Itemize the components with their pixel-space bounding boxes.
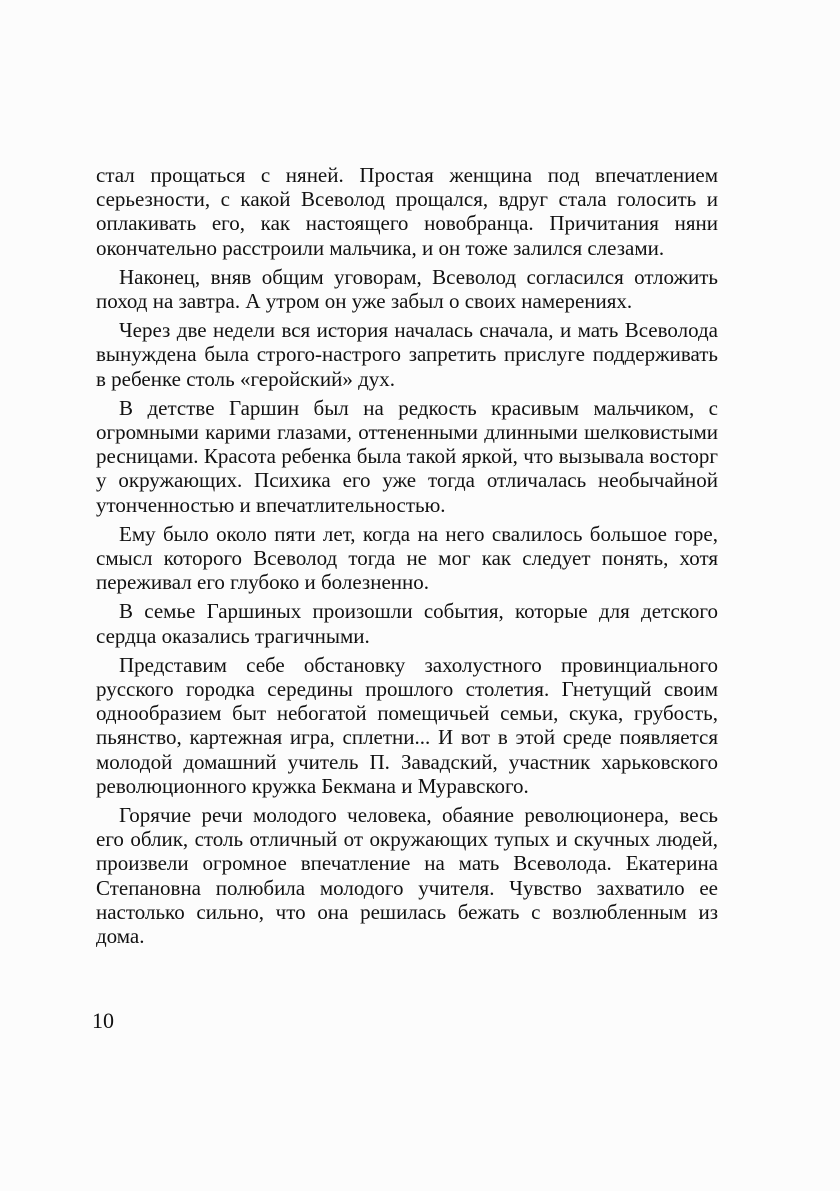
paragraph: стал прощаться с няней. Простая женщина под впечатлением серьезности, с какой Всеволод прощался, вдруг стала голосить и оплакивать его, как настоящего новобранца. Причитания няни окончательно расстроили мальчика, и он тоже залился слезами. [96,163,718,260]
page-number: 10 [92,1008,114,1033]
paragraph: В семье Гаршиных произошли события, которые для детского сердца оказались трагичными. [96,599,718,648]
paragraph: Через две недели вся история началась сначала, и мать Всеволода вынуждена была строго-настрого запретить прислуге поддерживать в ребенке столь «геройский» дух. [96,318,718,391]
paragraph: Ему было около пяти лет, когда на него свалилось большое горе, смысл которого Всеволод тогда не мог как следует понять, хотя переживал его глубоко и болезненно. [96,521,718,595]
paragraph: Горячие речи молодого человека, обаяние революционера, весь его облик, столь отличный от окружающих тупых и скучных людей, произвели огромное впечатление на мать Всеволода. Екатерина Степановна полюбила молодого учителя. Чувство захватило ее настолько сильно, что она решилась бежать с возлюбленным из дома. [96,803,718,949]
paragraph: Представим себе обстановку захолустного провинциального русского городка середины прошлого столетия. Гнетущий своим однообразием быт небогатой помещичьей семьи, скука, грубость, пьянство, картежная игра, сплетни... И вот в этой среде появляется молодой домашний учитель П. Завадский, участник харьковского революционного кружка Бекмана и Муравского. [96,652,718,798]
paragraph: В детстве Гаршин был на редкость красивым мальчиком, с огромными карими глазами, оттененными длинными шелковистыми ресницами. Красота ребенка была такой яркой, что вызывала восторг у окружающих. Психика его уже тогда отличалась необычайной утонченностью и впечатлительностью. [96,395,718,517]
paragraph: Наконец, вняв общим уговорам, Всеволод согласился отложить поход на завтра. А утром он уже забыл о своих намерениях. [96,264,718,314]
body-text [96,163,718,953]
